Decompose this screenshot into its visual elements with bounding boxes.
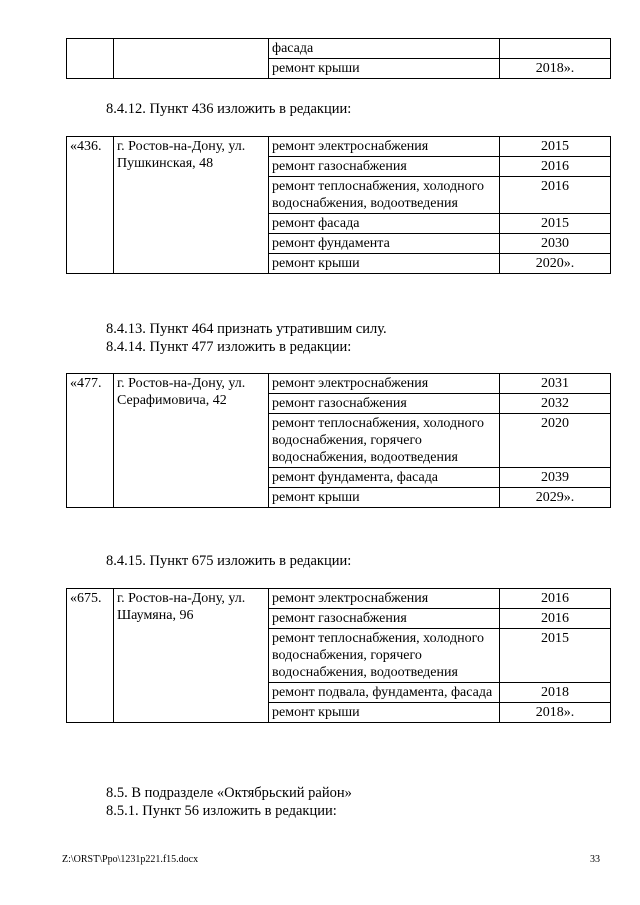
- year-cell: 2015: [500, 214, 611, 234]
- work-cell: ремонт фасада: [269, 214, 500, 234]
- work-cell: ремонт электроснабжения: [269, 589, 500, 609]
- work-cell: ремонт крыши: [269, 254, 500, 274]
- year-cell: 2015: [500, 629, 611, 683]
- number-cell: «675.: [67, 589, 114, 723]
- work-cell: ремонт теплоснабжения, холодного водоснабжения, водоотведения: [269, 177, 500, 214]
- paragraph-8-4-13: 8.4.13. Пункт 464 признать утратившим силу.: [106, 321, 387, 337]
- paragraph-8-4-14: 8.4.14. Пункт 477 изложить в редакции:: [106, 339, 352, 355]
- table-436: [66, 136, 611, 274]
- page-number: 33: [590, 854, 600, 865]
- number-cell: [67, 39, 114, 79]
- work-cell: ремонт газоснабжения: [269, 157, 500, 177]
- work-cell: ремонт крыши: [269, 703, 500, 723]
- year-cell: 2018».: [500, 59, 611, 79]
- address-cell: г. Ростов-на-Дону, ул. Шаумяна, 96: [114, 589, 269, 723]
- work-cell: ремонт газоснабжения: [269, 609, 500, 629]
- year-cell: 2016: [500, 157, 611, 177]
- work-cell: ремонт электроснабжения: [269, 374, 500, 394]
- work-cell: ремонт теплоснабжения, холодного водоснабжения, горячего водоснабжения, водоотведения: [269, 629, 500, 683]
- year-cell: 2020».: [500, 254, 611, 274]
- work-cell: ремонт теплоснабжения, холодного водоснабжения, горячего водоснабжения, водоотведения: [269, 414, 500, 468]
- year-cell: 2032: [500, 394, 611, 414]
- year-cell: 2018».: [500, 703, 611, 723]
- year-cell: 2016: [500, 177, 611, 214]
- year-cell: 2016: [500, 609, 611, 629]
- work-cell: ремонт электроснабжения: [269, 137, 500, 157]
- table-row: [67, 39, 611, 59]
- table-row: [67, 137, 611, 157]
- year-cell: [500, 39, 611, 59]
- year-cell: 2030: [500, 234, 611, 254]
- work-cell: ремонт крыши: [269, 488, 500, 508]
- paragraph-8-5: 8.5. В подразделе «Октябрьский район»: [106, 785, 352, 801]
- year-cell: 2020: [500, 414, 611, 468]
- work-cell: ремонт фундамента, фасада: [269, 468, 500, 488]
- footer-file-path: Z:\ORST\Ppo\1231p221.f15.docx: [62, 854, 199, 865]
- work-cell: ремонт подвала, фундамента, фасада: [269, 683, 500, 703]
- year-cell: 2016: [500, 589, 611, 609]
- address-cell: [114, 39, 269, 79]
- work-cell: фасада: [269, 39, 500, 59]
- work-cell: ремонт фундамента: [269, 234, 500, 254]
- year-cell: 2015: [500, 137, 611, 157]
- paragraph-8-4-15: 8.4.15. Пункт 675 изложить в редакции:: [106, 553, 352, 569]
- year-cell: 2029».: [500, 488, 611, 508]
- table-675: [66, 588, 611, 723]
- address-cell: г. Ростов-на-Дону, ул. Серафимовича, 42: [114, 374, 269, 508]
- table-row: [67, 374, 611, 394]
- work-cell: ремонт газоснабжения: [269, 394, 500, 414]
- number-cell: «436.: [67, 137, 114, 274]
- paragraph-8-4-12: 8.4.12. Пункт 436 изложить в редакции:: [106, 101, 352, 117]
- work-cell: ремонт крыши: [269, 59, 500, 79]
- address-cell: г. Ростов-на-Дону, ул. Пушкинская, 48: [114, 137, 269, 274]
- year-cell: 2018: [500, 683, 611, 703]
- table-477: [66, 373, 611, 508]
- number-cell: «477.: [67, 374, 114, 508]
- year-cell: 2031: [500, 374, 611, 394]
- paragraph-8-5-1: 8.5.1. Пункт 56 изложить в редакции:: [106, 803, 337, 819]
- table-continuation: [66, 38, 611, 79]
- table-row: [67, 589, 611, 609]
- year-cell: 2039: [500, 468, 611, 488]
